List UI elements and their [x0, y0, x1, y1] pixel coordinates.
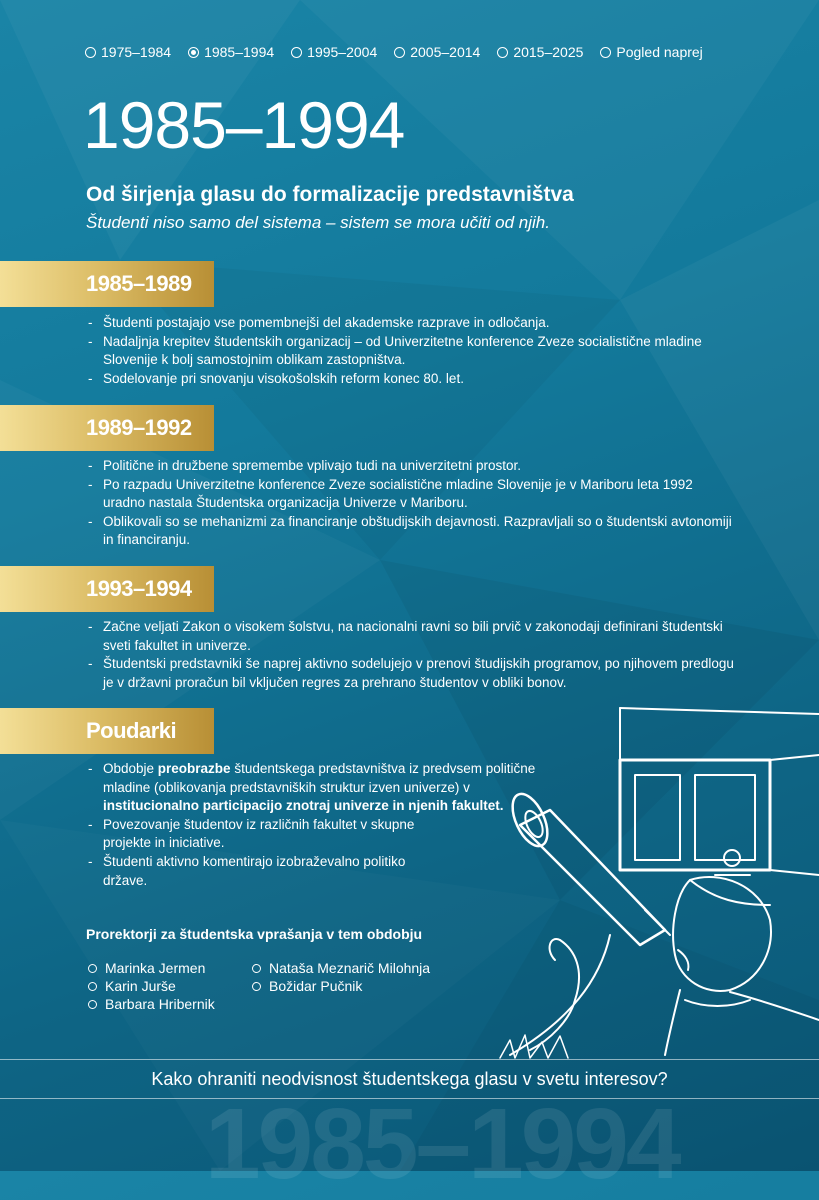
list-item: - Študenti postajajo vse pomembnejši del akademske razprave in odločanja.	[88, 314, 708, 333]
prorektorji-col-2	[252, 959, 430, 995]
nav-1985-1994[interactable]: 1985–1994	[188, 44, 274, 60]
page-title: 1985–1994	[83, 88, 405, 162]
prorektorji-col-1	[88, 959, 215, 1013]
watermark-years: 1985–1994	[205, 1088, 679, 1200]
section-heading-1989-1992: 1989–1992	[0, 405, 214, 451]
radio-icon[interactable]	[600, 47, 611, 58]
nav-2005-2014[interactable]: 2005–2014	[394, 44, 480, 60]
section-heading-1993-1994: 1993–1994	[0, 566, 214, 612]
list-item: - Študenti aktivno komentirajo izobraževalno politiko države.	[88, 853, 443, 890]
list-item: - Politične in družbene spremembe vplivajo tudi na univerzitetni prostor.	[88, 457, 738, 476]
section-list-1989-1992	[88, 457, 738, 550]
list-item: - Po razpadu Univerzitetne konference Zveze socialistične mladine Slovenije je v Mariboru leta 1992 uradno nastala Študentska organizacija Univerze v Mariboru.	[88, 476, 738, 513]
section-list-1993-1994	[88, 618, 738, 692]
nav-1995-2004[interactable]: 1995–2004	[291, 44, 377, 60]
section-list-1985-1989	[88, 314, 708, 388]
divider-top	[0, 1059, 819, 1060]
list-item: - Začne veljati Zakon o visokem šolstvu, na nacionalni ravni so bili prvič v zakonodaji definirani študentski sveti fakultet in univerze.	[88, 618, 738, 655]
list-item: - Povezovanje študentov iz različnih fakultet v skupne projekte in iniciative.	[88, 816, 443, 853]
radio-icon[interactable]	[497, 47, 508, 58]
list-item: - Oblikovali so se mehanizmi za financiranje obštudijskih dejavnosti. Razpravljali so o študentski avtonomiji in financiranju.	[88, 513, 738, 550]
radio-icon[interactable]	[291, 47, 302, 58]
list-item: - Obdobje preobrazbe študentskega predstavništva iz predvsem politične mladine (oblikovanja predstavniških struktur izven univerze) v institucionalno participacijo znotraj univerze in njenih fakultet.	[88, 760, 568, 816]
section-heading-1985-1989: 1985–1989	[0, 261, 214, 307]
radio-selected-icon[interactable]	[188, 47, 199, 58]
list-item: Božidar Pučnik	[252, 977, 430, 995]
page-subtitle: Od širjenja glasu do formalizacije predstavništva	[86, 183, 574, 206]
nav-2015-2025[interactable]: 2015–2025	[497, 44, 583, 60]
radio-icon[interactable]	[394, 47, 405, 58]
list-item: - Sodelovanje pri snovanju visokošolskih reform konec 80. let.	[88, 370, 708, 389]
page-tagline: Študenti niso samo del sistema – sistem se mora učiti od njih.	[86, 213, 550, 232]
list-item: - Študentski predstavniki še naprej aktivno sodelujejo v prenovi študijskih programov, po njihovem predlogu je v državni proračun bil vključen regres za prehrano študentov v obliki bonov.	[88, 655, 738, 692]
section-heading-poudarki: Poudarki	[0, 708, 214, 754]
nav-pogled-naprej[interactable]: Pogled naprej	[600, 44, 702, 60]
nav-1975-1984[interactable]: 1975–1984	[85, 44, 171, 60]
radio-icon[interactable]	[85, 47, 96, 58]
footer-question: Kako ohraniti neodvisnost študentskega glasu v svetu interesov?	[151, 1069, 668, 1089]
list-item: Marinka Jermen	[88, 959, 215, 977]
megaphone-student-illustration	[490, 700, 819, 1060]
list-item: - Nadaljnja krepitev študentskih organizacij – od Univerzitetne konference Zveze socialistične mladine Slovenije k bolj samostojnim oblikam zastopništva.	[88, 333, 708, 370]
list-item: Karin Jurše	[88, 977, 215, 995]
period-nav	[85, 44, 720, 60]
prorektorji-heading: Prorektorji za študentska vprašanja v tem obdobju	[86, 926, 423, 942]
list-item: Barbara Hribernik	[88, 995, 215, 1013]
list-item: Nataša Meznarič Milohnja	[252, 959, 430, 977]
